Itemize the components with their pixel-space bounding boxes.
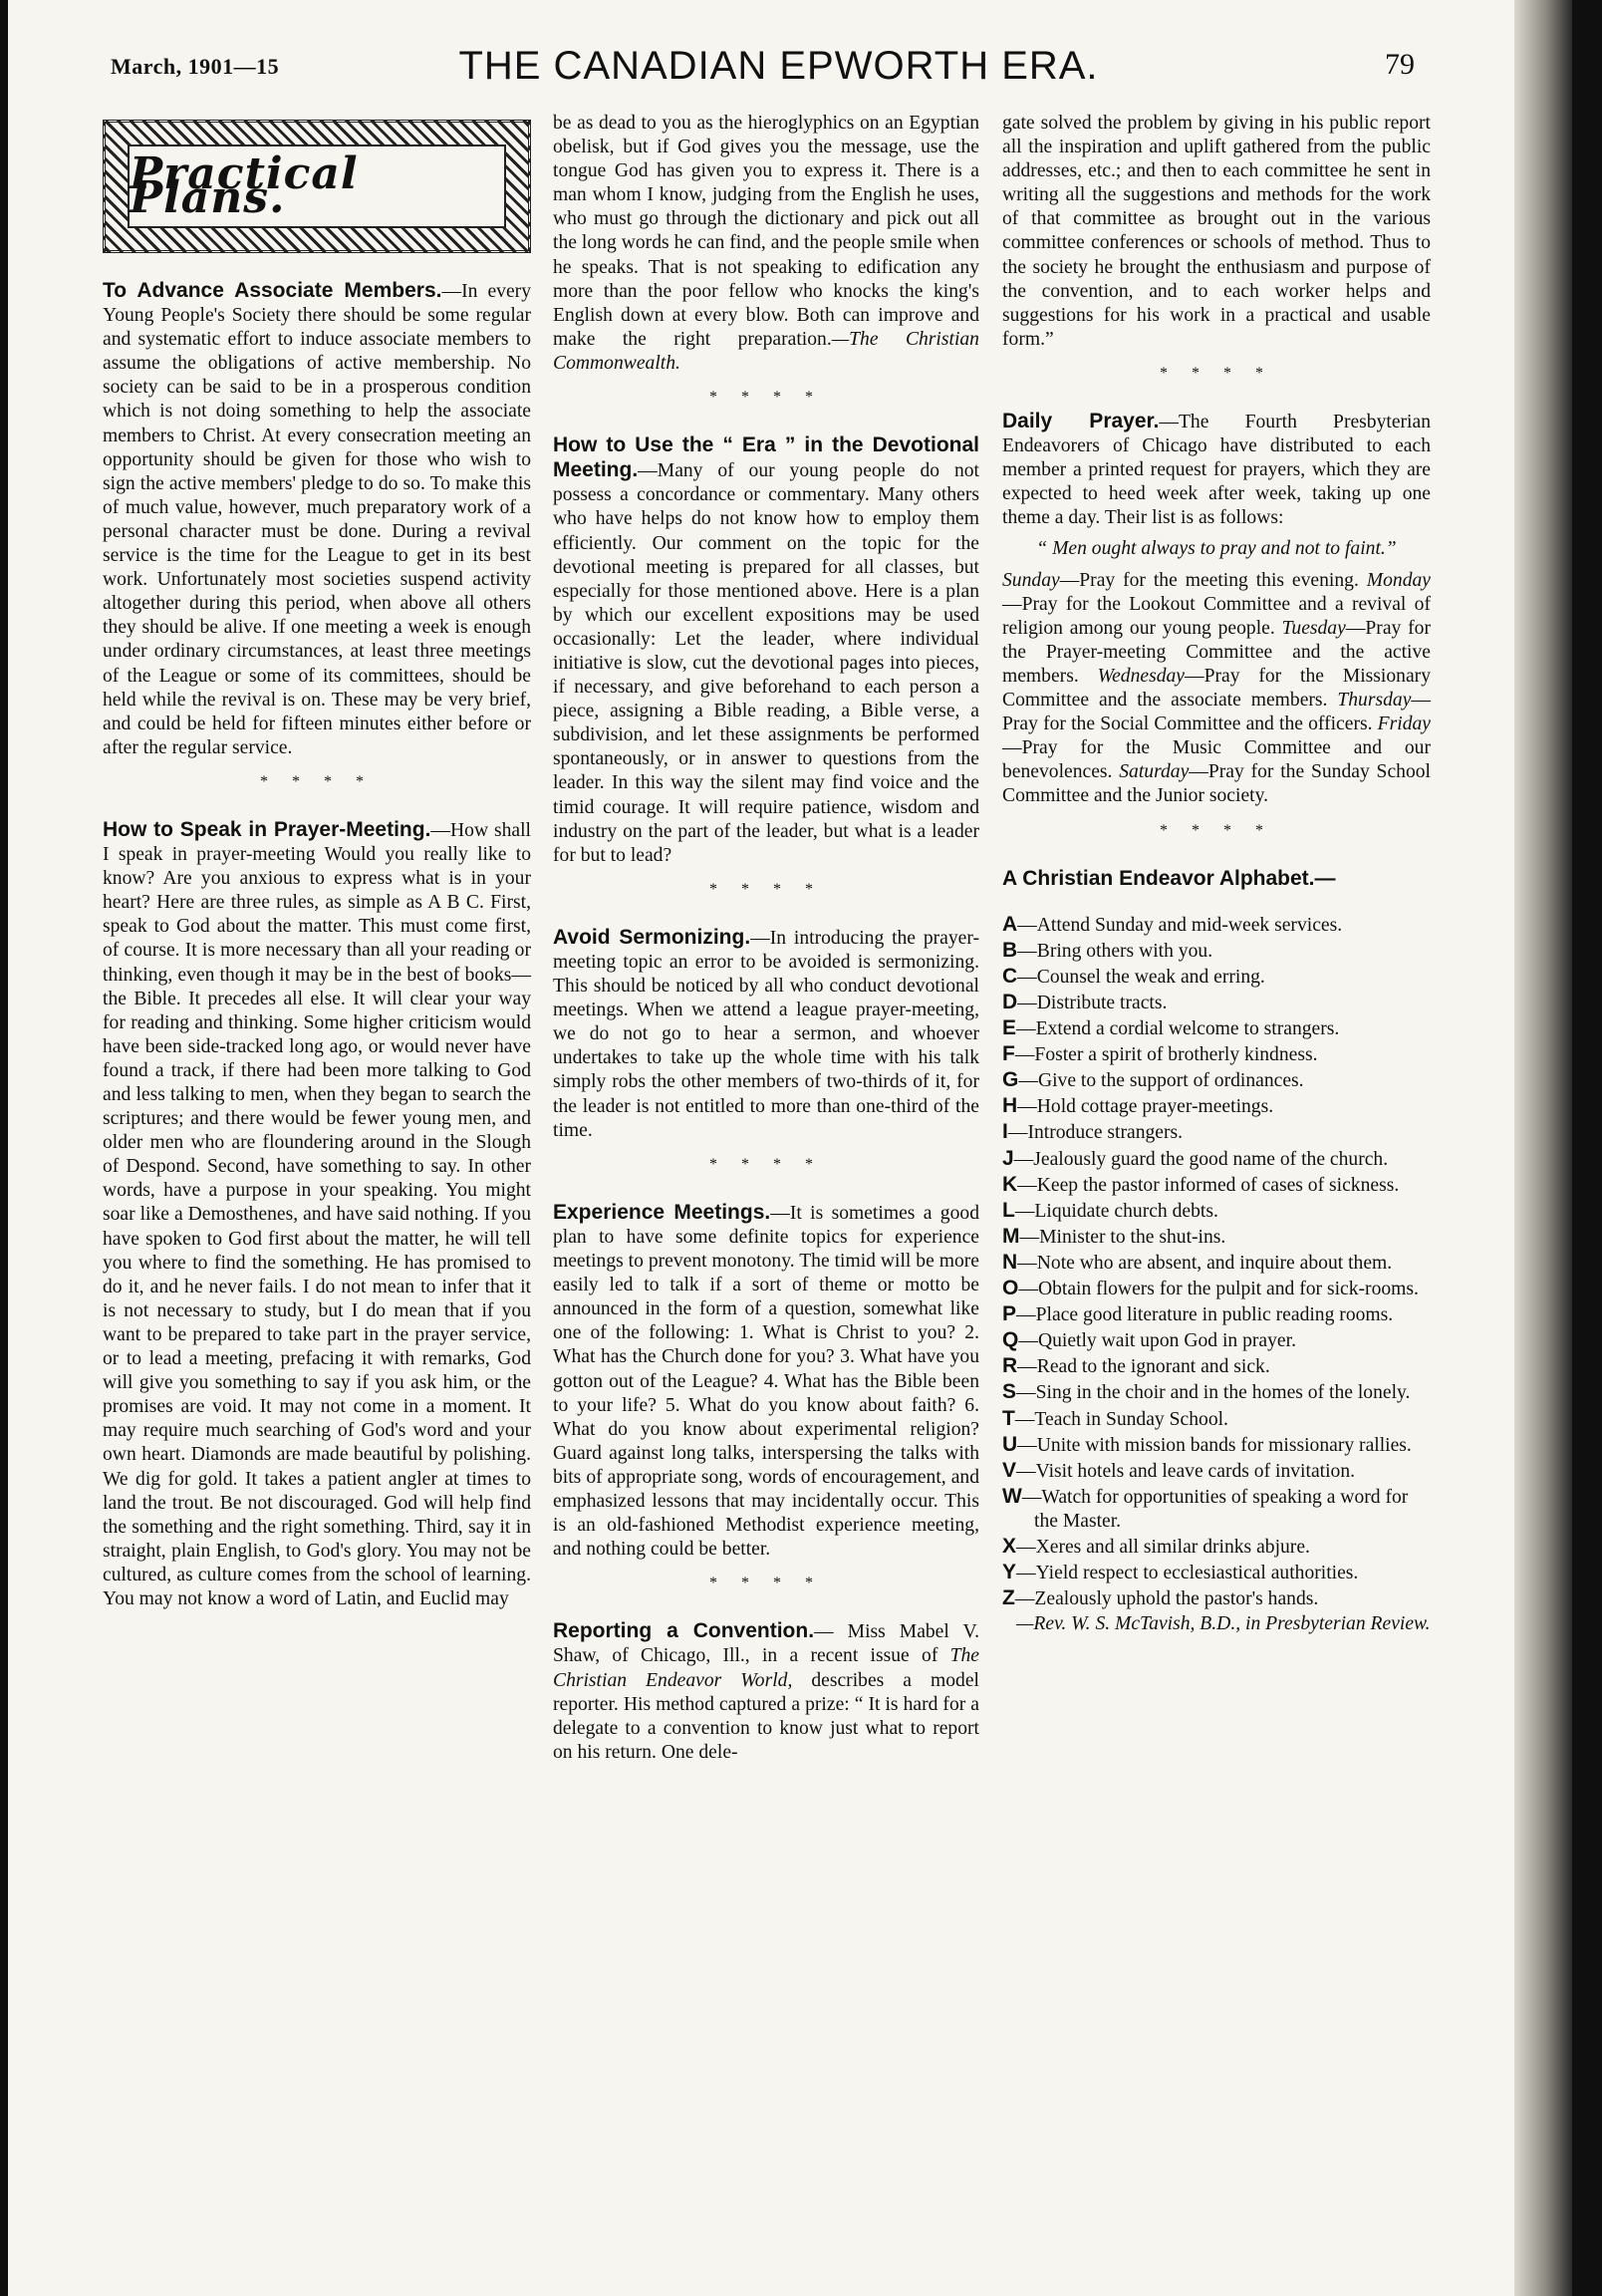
item-text: —Extend a cordial welcome to strangers.	[1016, 1018, 1340, 1040]
article-body-cont: be as dead to you as the hieroglyphics on an Egyptian obelisk, but if God gives you the message, use the tongue God has given you to express it. There is a man whom I know, judging from the English he uses, who must go through the dictionary and pick out all the long words he can find, and the people smile when he speaks. That is not speaking to edification any more than the poor fellow who knocks the king's English down at every blow. Both can improve and make the right preparation.	[553, 113, 979, 350]
day-name: Sunday	[1002, 569, 1060, 591]
article-body: — Miss Mabel V. Shaw, of Chicago, Ill., in a recent issue of	[553, 1621, 979, 1667]
letter: F	[1002, 1042, 1015, 1066]
section-divider: * * * *	[709, 1155, 823, 1173]
section-title: Practical Plans.	[130, 147, 359, 223]
letter: B	[1002, 938, 1018, 962]
letter: W	[1002, 1484, 1022, 1508]
article-daily-prayer	[1002, 410, 1431, 530]
day-name: Saturday	[1119, 761, 1190, 783]
section-banner	[103, 120, 531, 253]
list-item	[1002, 1016, 1431, 1041]
item-text: —Hold cottage prayer-meetings.	[1017, 1096, 1274, 1118]
list-item	[1002, 1147, 1431, 1172]
day-name: Wednesday	[1097, 665, 1185, 687]
day-text: —Pray for the Prayer-meeting Committee and the active members.	[1002, 617, 1431, 687]
letter: I	[1002, 1120, 1008, 1144]
letter: A	[1002, 912, 1018, 936]
list-item	[1002, 1354, 1431, 1379]
article-body-cont: gate solved the problem by giving in his public report all the inspiration and uplift gathered from the public addresses, etc.; and then to each committee he sent in writing all the suggestions and methods for the work of that committee as brought out in the various committee conferences or schools of method. Thus to the society he brought the enthusiasm and purpose of the convention, and to each worker helps and suggestions for his work in a practical and usable form.”	[1002, 113, 1431, 350]
day-text: —Pray for the Lookout Committee and a revival of religion among our young people.	[1002, 593, 1431, 639]
day-text: —Pray for the Music Committee and our benevolences.	[1002, 737, 1431, 783]
letter: P	[1002, 1302, 1017, 1326]
letter: R	[1002, 1354, 1018, 1378]
day-name: Thursday	[1337, 690, 1412, 712]
list-item	[1002, 1485, 1431, 1534]
article-heading: Reporting a Convention.	[553, 1619, 815, 1643]
list-item	[1002, 1199, 1431, 1224]
item-text: —Watch for opportunities of speaking a word for the Master.	[1021, 1486, 1409, 1532]
item-text: —Introduce strangers.	[1007, 1122, 1184, 1144]
item-text: —Jealously guard the good name of the church.	[1013, 1148, 1389, 1170]
list-item	[1002, 1380, 1431, 1405]
list-item	[1002, 1407, 1431, 1432]
article-reporting-convention	[553, 1619, 979, 1765]
day-text: —Pray for the Missionary Committee and the associate members.	[1002, 665, 1431, 712]
section-divider: * * * *	[709, 880, 823, 898]
article-heading: To Advance Associate Members.	[103, 279, 442, 302]
letter: M	[1002, 1224, 1020, 1248]
letter: C	[1002, 964, 1018, 988]
item-text: —Sing in the choir and in the homes of the lonely.	[1016, 1382, 1411, 1404]
item-text: —Unite with mission bands for missionary rallies.	[1017, 1434, 1412, 1456]
item-text: —Xeres and all similar drinks abjure.	[1016, 1536, 1310, 1558]
letter: E	[1002, 1016, 1017, 1040]
article-advance-associate	[103, 279, 531, 760]
list-item	[1002, 965, 1431, 990]
page-number: 79	[1385, 48, 1415, 81]
article-experience-meetings	[553, 1201, 979, 1562]
book-edge	[1514, 0, 1572, 2296]
issue-date: March, 1901—15	[111, 54, 280, 79]
section-divider: * * * *	[709, 1575, 823, 1592]
list-item	[1002, 991, 1431, 1015]
letter: V	[1002, 1458, 1017, 1482]
alphabet-list	[1002, 913, 1431, 1612]
item-text: —Read to the ignorant and sick.	[1017, 1356, 1270, 1378]
article-source: —The Christian Commonwealth.	[553, 328, 979, 374]
letter: S	[1002, 1380, 1017, 1404]
article-body: —Many of our young people do not possess a concordance or commentary. Many others who have helps do not know how to employ them efficiently. Our comment on the topic for the devotional meeting is prepared for all classes, but especially for those mentioned above. Here is a plan by which our excellent expositions may be used occasionally: Let the leader, where individual initiative is slow, cut the devotional pages into pieces, if necessary, and give beforehand to each person a piece, assigning a Bible reading, a Bible verse, a subdivision, and let these assignments be performed spontaneously, or in answer to questions from the leader. In this way the silent may find voice and the timid courage. It will require patience, wisdom and industry on the part of the leader, but what is a leader for but to lead?	[553, 460, 979, 866]
column-1	[103, 112, 531, 1611]
letter: T	[1002, 1406, 1015, 1430]
column-3	[1002, 112, 1431, 1636]
day-text: —Pray for the Social Committee and the officers.	[1002, 690, 1431, 735]
letter: G	[1002, 1068, 1019, 1092]
day-text: —Pray for the Sunday School Committee and the Junior society.	[1002, 761, 1431, 807]
list-item	[1002, 1302, 1431, 1327]
article-heading: Experience Meetings.	[553, 1200, 771, 1224]
letter: L	[1002, 1198, 1015, 1222]
prayer-days	[1002, 569, 1431, 809]
item-text: —Place good literature in public reading rooms.	[1016, 1304, 1394, 1326]
letter: Q	[1002, 1328, 1019, 1352]
letter: K	[1002, 1172, 1018, 1196]
item-text: —Obtain flowers for the pulpit and for sick-rooms.	[1018, 1279, 1419, 1300]
list-item	[1002, 1328, 1431, 1353]
day-name: Monday	[1366, 569, 1431, 591]
item-text: —Attend Sunday and mid-week services.	[1017, 914, 1343, 936]
letter: N	[1002, 1250, 1018, 1274]
article-continuation	[553, 112, 979, 376]
article-continuation	[1002, 112, 1431, 352]
article-speak-prayer-meeting	[103, 818, 531, 1611]
item-text: —Visit hotels and leave cards of invitation.	[1016, 1460, 1356, 1482]
magazine-title: THE CANADIAN EPWORTH ERA.	[458, 44, 1099, 88]
item-text: —Minister to the shut-ins.	[1019, 1226, 1226, 1248]
article-avoid-sermonizing	[553, 926, 979, 1143]
letter: X	[1002, 1534, 1017, 1558]
list-item	[1002, 1251, 1431, 1276]
prayer-quote: “ Men ought always to pray and not to faint.”	[1036, 537, 1397, 559]
article-heading: Daily Prayer.	[1002, 410, 1160, 433]
article-heading: Avoid Sermonizing.	[553, 925, 751, 949]
letter: Z	[1002, 1586, 1015, 1610]
article-body: —In every Young People's Society there should be some regular and systematic effort to induce associate members to assume the obligations of active membership. No society can be said to be in a prosperous condition which is not doing something to help the associate members to Christ. At every consecration meeting an opportunity should be given for those who wish to sign the active members' pledge to do so. To make this of much value, however, much preparatory work of a personal character must be done. During a revival service is the time for the League to get in its best work. Unfortunately most societies suspend activity altogether during this period, when above all others they should be alive. If one meeting a week is enough under ordinary circumstances, at least three meetings of the League or some of its committees, should be held while the revival is on. These may be very brief, and could be held for fifteen minutes either before or after the regular service.	[103, 281, 532, 758]
letter: O	[1002, 1277, 1019, 1300]
letter: U	[1002, 1432, 1018, 1456]
list-item	[1002, 913, 1431, 938]
article-body: —How shall I speak in prayer-meeting Would you really like to know? Are you anxious to express what is in your heart? Here are three rules, as simple as A B C. First, speak to God about the matter. This must come first, of course. It is more necessary than all your reading or thinking, even though it may be in the best of books—the Bible. It precedes all else. It will clear your way for reading and thinking. Some higher criticism would have been side-tracked long ago, or would never have found a track, if there had been more talking to God and less talking to men, when they began to search the scriptures; and there would be fewer young men, and older men who are floundering around in the Slough of Despond. Second, have something to say. In other words, have a purpose in your speaking. You might soar like a Demosthenes, and have said nothing. If you have spoken to God first about the matter, he will tell you where to find the something. He has promised to do it, and he never fails. I do not mean to infer that it is not necessary to study, but I do mean that if you want to be prepared to take part in the prayer service, or to lead a meeting, prefacing it with remarks, God will give you something to say if you ask him, or the promises are void. It may not come in a moment. It may require much searching of God's word and your own heart. Diamonds are made beautiful by polishing. We dig for gold. It takes a patient angler at times to land the trout. Be not discouraged. God will help find the something and the right something. Third, say it in straight, plain English, to God's glory. You may not be cultured, as culture comes from the school of learning. You may not know a word of Latin, and Euclid may	[103, 819, 531, 1609]
article-body: describes a model reporter. His method captured a prize: “ It is hard for a delegate to a convention to know just what to report on his return. One dele-	[553, 1669, 979, 1763]
section-divider: * * * *	[709, 389, 823, 407]
article-heading: How to Speak in Prayer-Meeting.	[103, 817, 431, 841]
letter: J	[1002, 1146, 1014, 1170]
alphabet-credit: —Rev. W. S. McTavish, B.D., in Presbyterian Review.	[1016, 1613, 1431, 1635]
list-item	[1002, 1173, 1431, 1198]
article-body: —The Fourth Presbyterian Endeavorers of Chicago have distributed to each member a printed request for prayers, which they are expected to heed week after week, taking up one theme a day. Their list is as follows:	[1002, 412, 1431, 529]
section-divider: * * * *	[260, 772, 374, 790]
item-text: —Note who are absent, and inquire about them.	[1017, 1252, 1393, 1274]
item-text: —Quietly wait upon God in prayer.	[1018, 1330, 1296, 1352]
item-text: —Give to the support of ordinances.	[1018, 1070, 1304, 1092]
item-text: —Bring others with you.	[1017, 940, 1213, 962]
article-use-era	[553, 433, 979, 868]
list-item	[1002, 1459, 1431, 1484]
section-divider: * * * *	[1160, 364, 1273, 382]
list-item	[1002, 1042, 1431, 1067]
list-item	[1002, 1277, 1431, 1301]
day-name: Friday	[1377, 714, 1431, 735]
banner-frame	[128, 144, 506, 228]
list-item	[1002, 1094, 1431, 1119]
item-text: —Liquidate church debts.	[1014, 1200, 1218, 1222]
item-text: —Zealously uphold the pastor's hands.	[1014, 1588, 1319, 1610]
item-text: —Yield respect to ecclesiastical authorities.	[1016, 1563, 1359, 1584]
list-item	[1002, 1120, 1431, 1145]
article-body: —It is sometimes a good plan to have some definite topics for experience meetings to prevent monotony. The timid will be more easily led to talk if a sort of theme or motto be announced in the form of a question, somewhat like one of the following: 1. What is Christ to you? 2. What has the Church done for you? 3. What have you gotton out of the League? 4. What has the Bible been to your life? 5. What do you know about faith? 6. What do you know about experimental religion? Guard against long talks, interspersing the talks with bits of appropriate song, words of encouragement, and emphasized lessons that may incidentally occur. This is an old-fashioned Methodist experience meeting, and nothing could be better.	[553, 1202, 979, 1561]
list-item	[1002, 1068, 1431, 1093]
list-item	[1002, 1225, 1431, 1250]
article-source: The Christian Endeavor World,	[553, 1645, 979, 1691]
alphabet-heading: A Christian Endeavor Alphabet.—	[1002, 866, 1336, 890]
item-text: —Counsel the weak and erring.	[1017, 966, 1265, 988]
day-text: —Pray for the meeting this evening.	[1059, 569, 1367, 591]
item-text: —Keep the pastor informed of cases of sickness.	[1017, 1174, 1400, 1196]
page-header	[103, 42, 1455, 92]
magazine-page	[8, 0, 1514, 2296]
list-item	[1002, 1433, 1431, 1458]
list-item	[1002, 1561, 1431, 1585]
letter: Y	[1002, 1561, 1017, 1584]
item-text: —Distribute tracts.	[1017, 993, 1168, 1013]
column-2	[553, 112, 979, 1765]
list-item	[1002, 939, 1431, 964]
list-item	[1002, 1586, 1431, 1611]
letter: D	[1002, 991, 1018, 1013]
item-text: —Foster a spirit of brotherly kindness.	[1014, 1044, 1318, 1066]
article-body: —In introducing the prayer-meeting topic an error to be avoided is sermonizing. This should be noticed by all who conduct devotional meetings. When we attend a league prayer-meeting, we do not go to hear a sermon, and whoever undertakes to take up the whole time with his talk simply robs the other members of two-thirds of it, for the leader is not entitled to more than one-third of the time.	[553, 927, 980, 1141]
letter: H	[1002, 1094, 1018, 1118]
article-heading: How to Use the “ Era ” in the Devotional Meeting.	[553, 433, 979, 482]
item-text: —Teach in Sunday School.	[1014, 1408, 1228, 1430]
section-divider: * * * *	[1160, 821, 1273, 839]
list-item	[1002, 1535, 1431, 1560]
day-name: Tuesday	[1281, 617, 1346, 639]
